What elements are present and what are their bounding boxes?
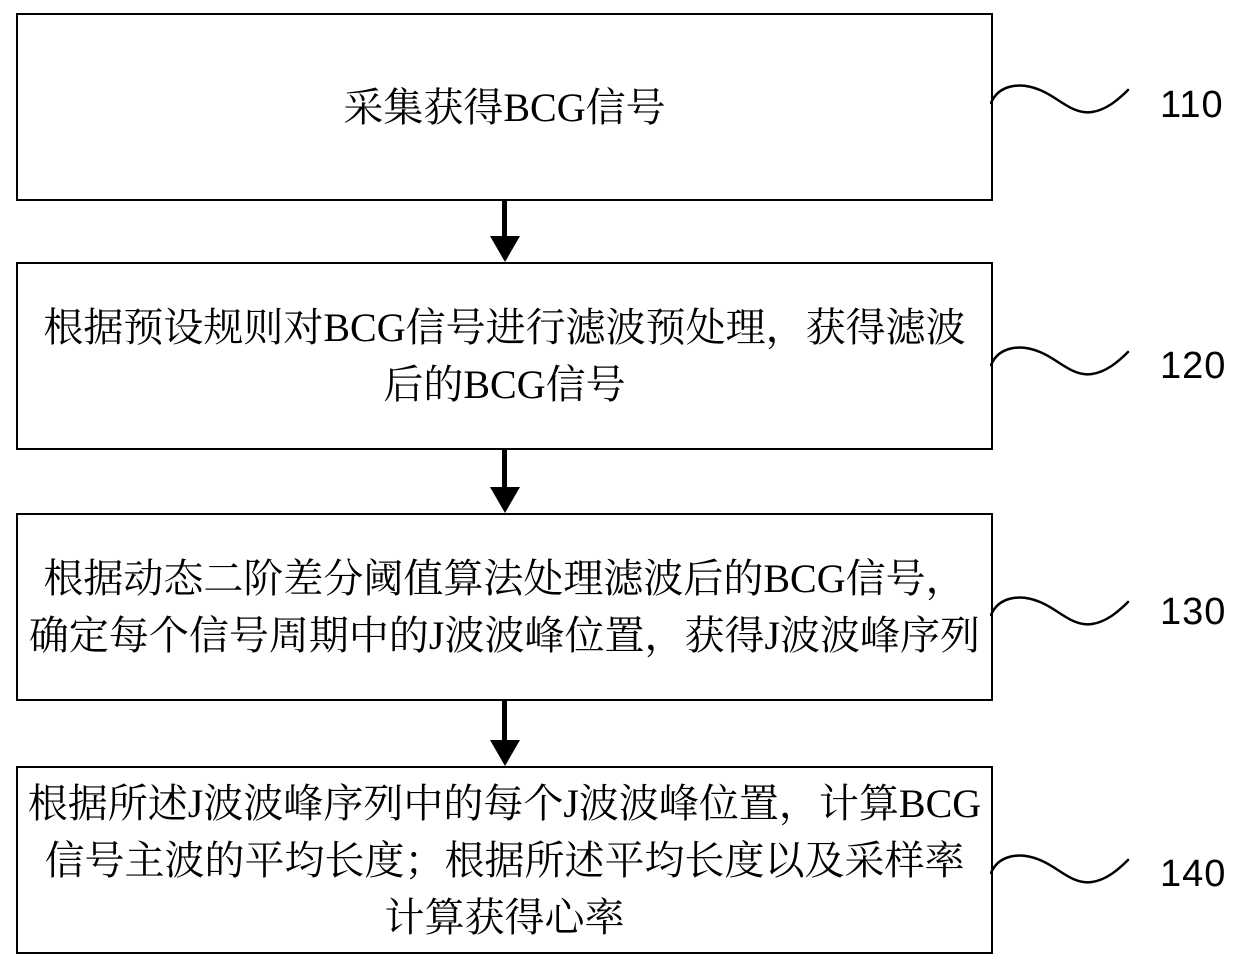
flow-step-box-2	[16, 262, 993, 450]
reference-numeral-120: 120	[1160, 345, 1227, 387]
flow-step-2-text-line-1: 根据预设规则对BCG信号进行滤波预处理，获得滤波	[43, 305, 966, 350]
flow-step-2-text-line-2: 后的BCG信号	[383, 362, 626, 407]
reference-numeral-130: 130	[1160, 591, 1227, 633]
flow-step-4-text-line-3: 计算获得心率	[384, 894, 625, 940]
reference-numeral-140: 140	[1160, 853, 1227, 895]
flow-step-4-text-line-2: 信号主波的平均长度；根据所述平均长度以及采样率	[44, 837, 965, 883]
flow-step-3-text-line-2: 确定每个信号周期中的J波波峰位置，获得J波波峰序列	[28, 613, 981, 658]
down-arrow-1-head	[490, 236, 520, 262]
reference-squiggle-110	[990, 80, 1130, 118]
flow-step-box-3	[16, 513, 993, 701]
down-arrow-1-stem	[502, 201, 507, 237]
reference-squiggle-130	[990, 592, 1130, 630]
reference-numeral-110: 110	[1160, 84, 1224, 126]
flow-step-box-4	[16, 766, 993, 954]
reference-squiggle-140	[990, 850, 1130, 888]
down-arrow-2-stem	[502, 450, 507, 487]
flow-step-box-1	[16, 13, 993, 201]
reference-squiggle-120	[990, 342, 1130, 380]
flow-step-1-text: 采集获得BCG信号	[343, 84, 666, 130]
down-arrow-3-head	[490, 740, 520, 766]
flow-step-4-text-line-1: 根据所述J波波峰序列中的每个J波波峰位置，计算BCG	[27, 780, 982, 826]
flow-step-3-text-line-1: 根据动态二阶差分阈值算法处理滤波后的BCG信号，	[43, 556, 966, 601]
down-arrow-2-head	[490, 487, 520, 513]
down-arrow-3-stem	[502, 701, 507, 740]
